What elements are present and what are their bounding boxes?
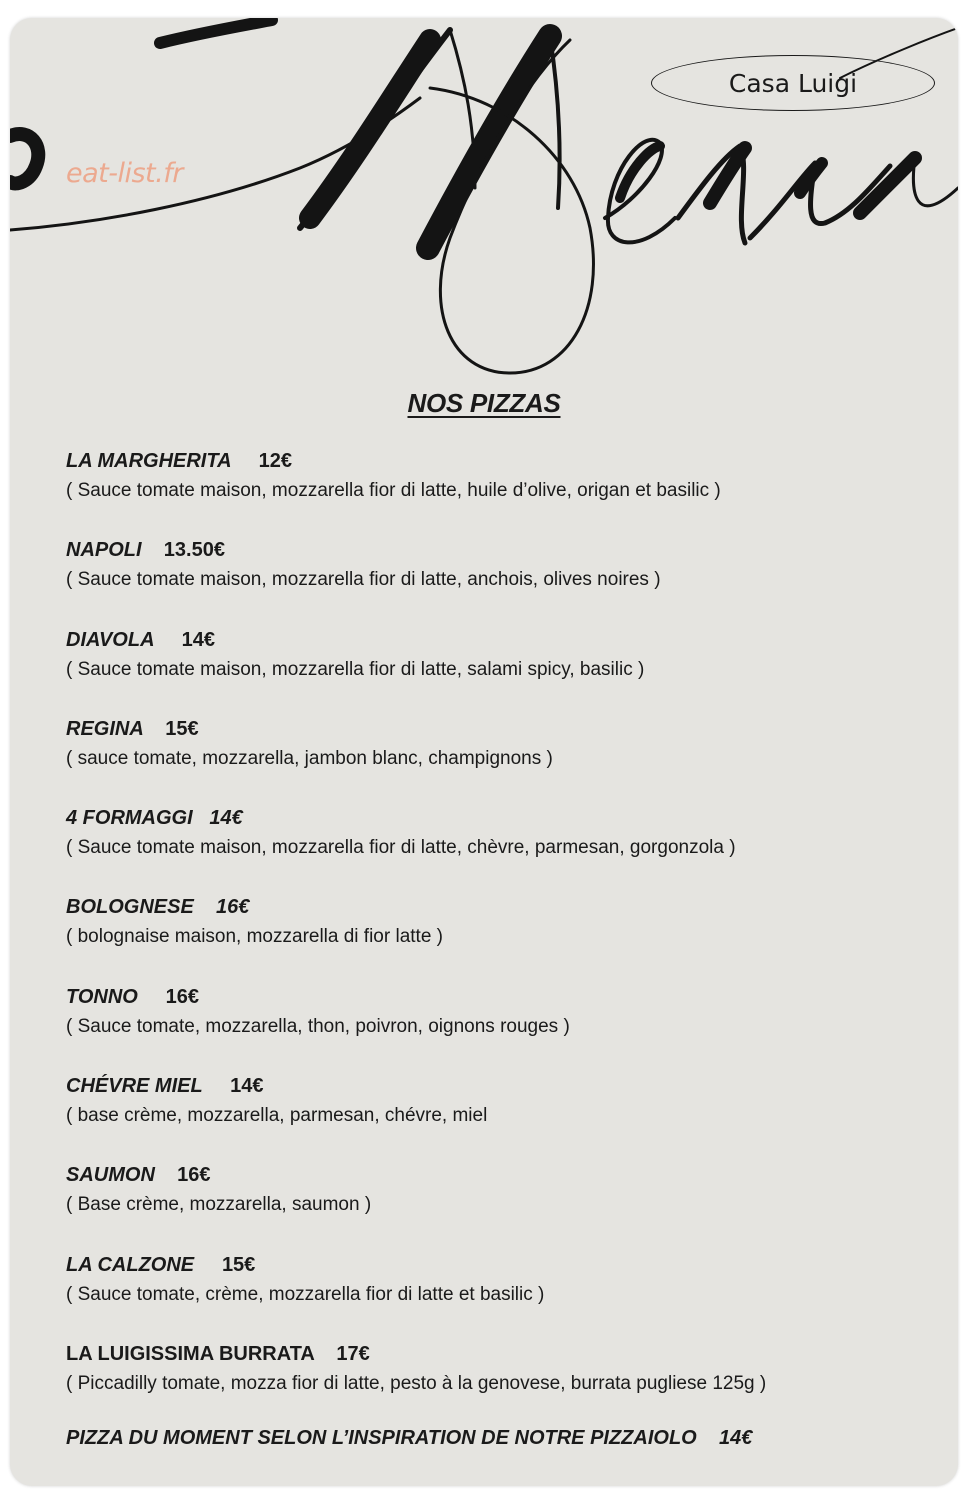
item-price: 14€ (181, 628, 215, 651)
item-name: DIAVOLA (66, 628, 154, 651)
menu-item (66, 535, 946, 624)
item-name: REGINA (66, 717, 144, 740)
section-title: NOS PIZZAS (407, 388, 561, 418)
menu-item (66, 1071, 946, 1160)
menu-item (66, 892, 946, 981)
item-name: BOLOGNESE (66, 896, 194, 919)
menu-item (66, 446, 946, 535)
watermark-text: eat-list.fr (66, 158, 183, 189)
item-description: ( Sauce tomate, crème, mozzarella fior di latte et basilic ) (66, 1283, 545, 1305)
item-description: ( Sauce tomate maison, mozzarella fior di latte, chèvre, parmesan, gorgonzola ) (66, 837, 736, 859)
item-description: ( base crème, mozzarella, parmesan, chévre, miel (66, 1105, 488, 1127)
restaurant-name: Casa Luigi (728, 68, 858, 98)
item-description: ( sauce tomate, mozzarella, jambon blanc, champignons ) (66, 747, 553, 769)
svg-text:Menu: Menu (10, 18, 13, 19)
pizza-list (66, 446, 946, 1428)
item-name: CHÉVRE MIEL (66, 1075, 203, 1098)
item-price: 15€ (165, 717, 199, 740)
restaurant-name-badge (651, 55, 935, 111)
menu-item (66, 1250, 946, 1339)
item-description: ( Sauce tomate maison, mozzarella fior di latte, huile d’olive, origan et basilic ) (66, 480, 721, 501)
menu-item (66, 803, 946, 892)
item-price: 13.50€ (163, 539, 225, 562)
item-price: 16€ (177, 1164, 211, 1187)
item-name: TONNO (66, 985, 138, 1008)
item-description: ( Sauce tomate maison, mozzarella fior di latte, salami spicy, basilic ) (66, 658, 645, 680)
item-price: 16€ (165, 985, 200, 1008)
menu-card (10, 18, 958, 1486)
pizza-of-the-moment (66, 1427, 752, 1450)
item-price: 15€ (221, 1253, 256, 1276)
menu-item (66, 1160, 946, 1249)
menu-item (66, 714, 946, 803)
menu-item (66, 1339, 946, 1428)
item-description: ( bolognaise maison, mozzarella di fior latte ) (66, 926, 444, 948)
special-text: PIZZA DU MOMENT SELON L’INSPIRATION DE NOTRE PIZZAIOLO (66, 1427, 697, 1449)
item-price: 16€ (216, 896, 250, 919)
menu-item (66, 625, 946, 714)
item-name: 4 FORMAGGI (66, 807, 193, 830)
menu-item (66, 982, 946, 1071)
item-price: 17€ (336, 1342, 370, 1365)
item-name: LA LUIGISSIMA BURRATA (66, 1342, 315, 1365)
item-name: LA MARGHERITA (66, 450, 231, 472)
item-name: LA CALZONE (66, 1253, 195, 1276)
item-description: ( Sauce tomate maison, mozzarella fior di latte, anchois, olives noires ) (66, 569, 661, 591)
item-description: ( Piccadilly tomate, mozza fior di latte, pesto à la genovese, burrata pugliese 125g ) (66, 1372, 767, 1394)
item-description: ( Sauce tomate, mozzarella, thon, poivron, oignons rouges ) (66, 1015, 570, 1037)
item-description: ( Base crème, mozzarella, saumon ) (66, 1194, 372, 1216)
special-price: 14€ (718, 1427, 753, 1449)
item-name: NAPOLI (66, 539, 142, 562)
item-price: 12€ (258, 450, 292, 472)
item-price: 14€ (209, 807, 243, 830)
item-name: SAUMON (66, 1164, 155, 1187)
item-price: 14€ (230, 1075, 264, 1098)
